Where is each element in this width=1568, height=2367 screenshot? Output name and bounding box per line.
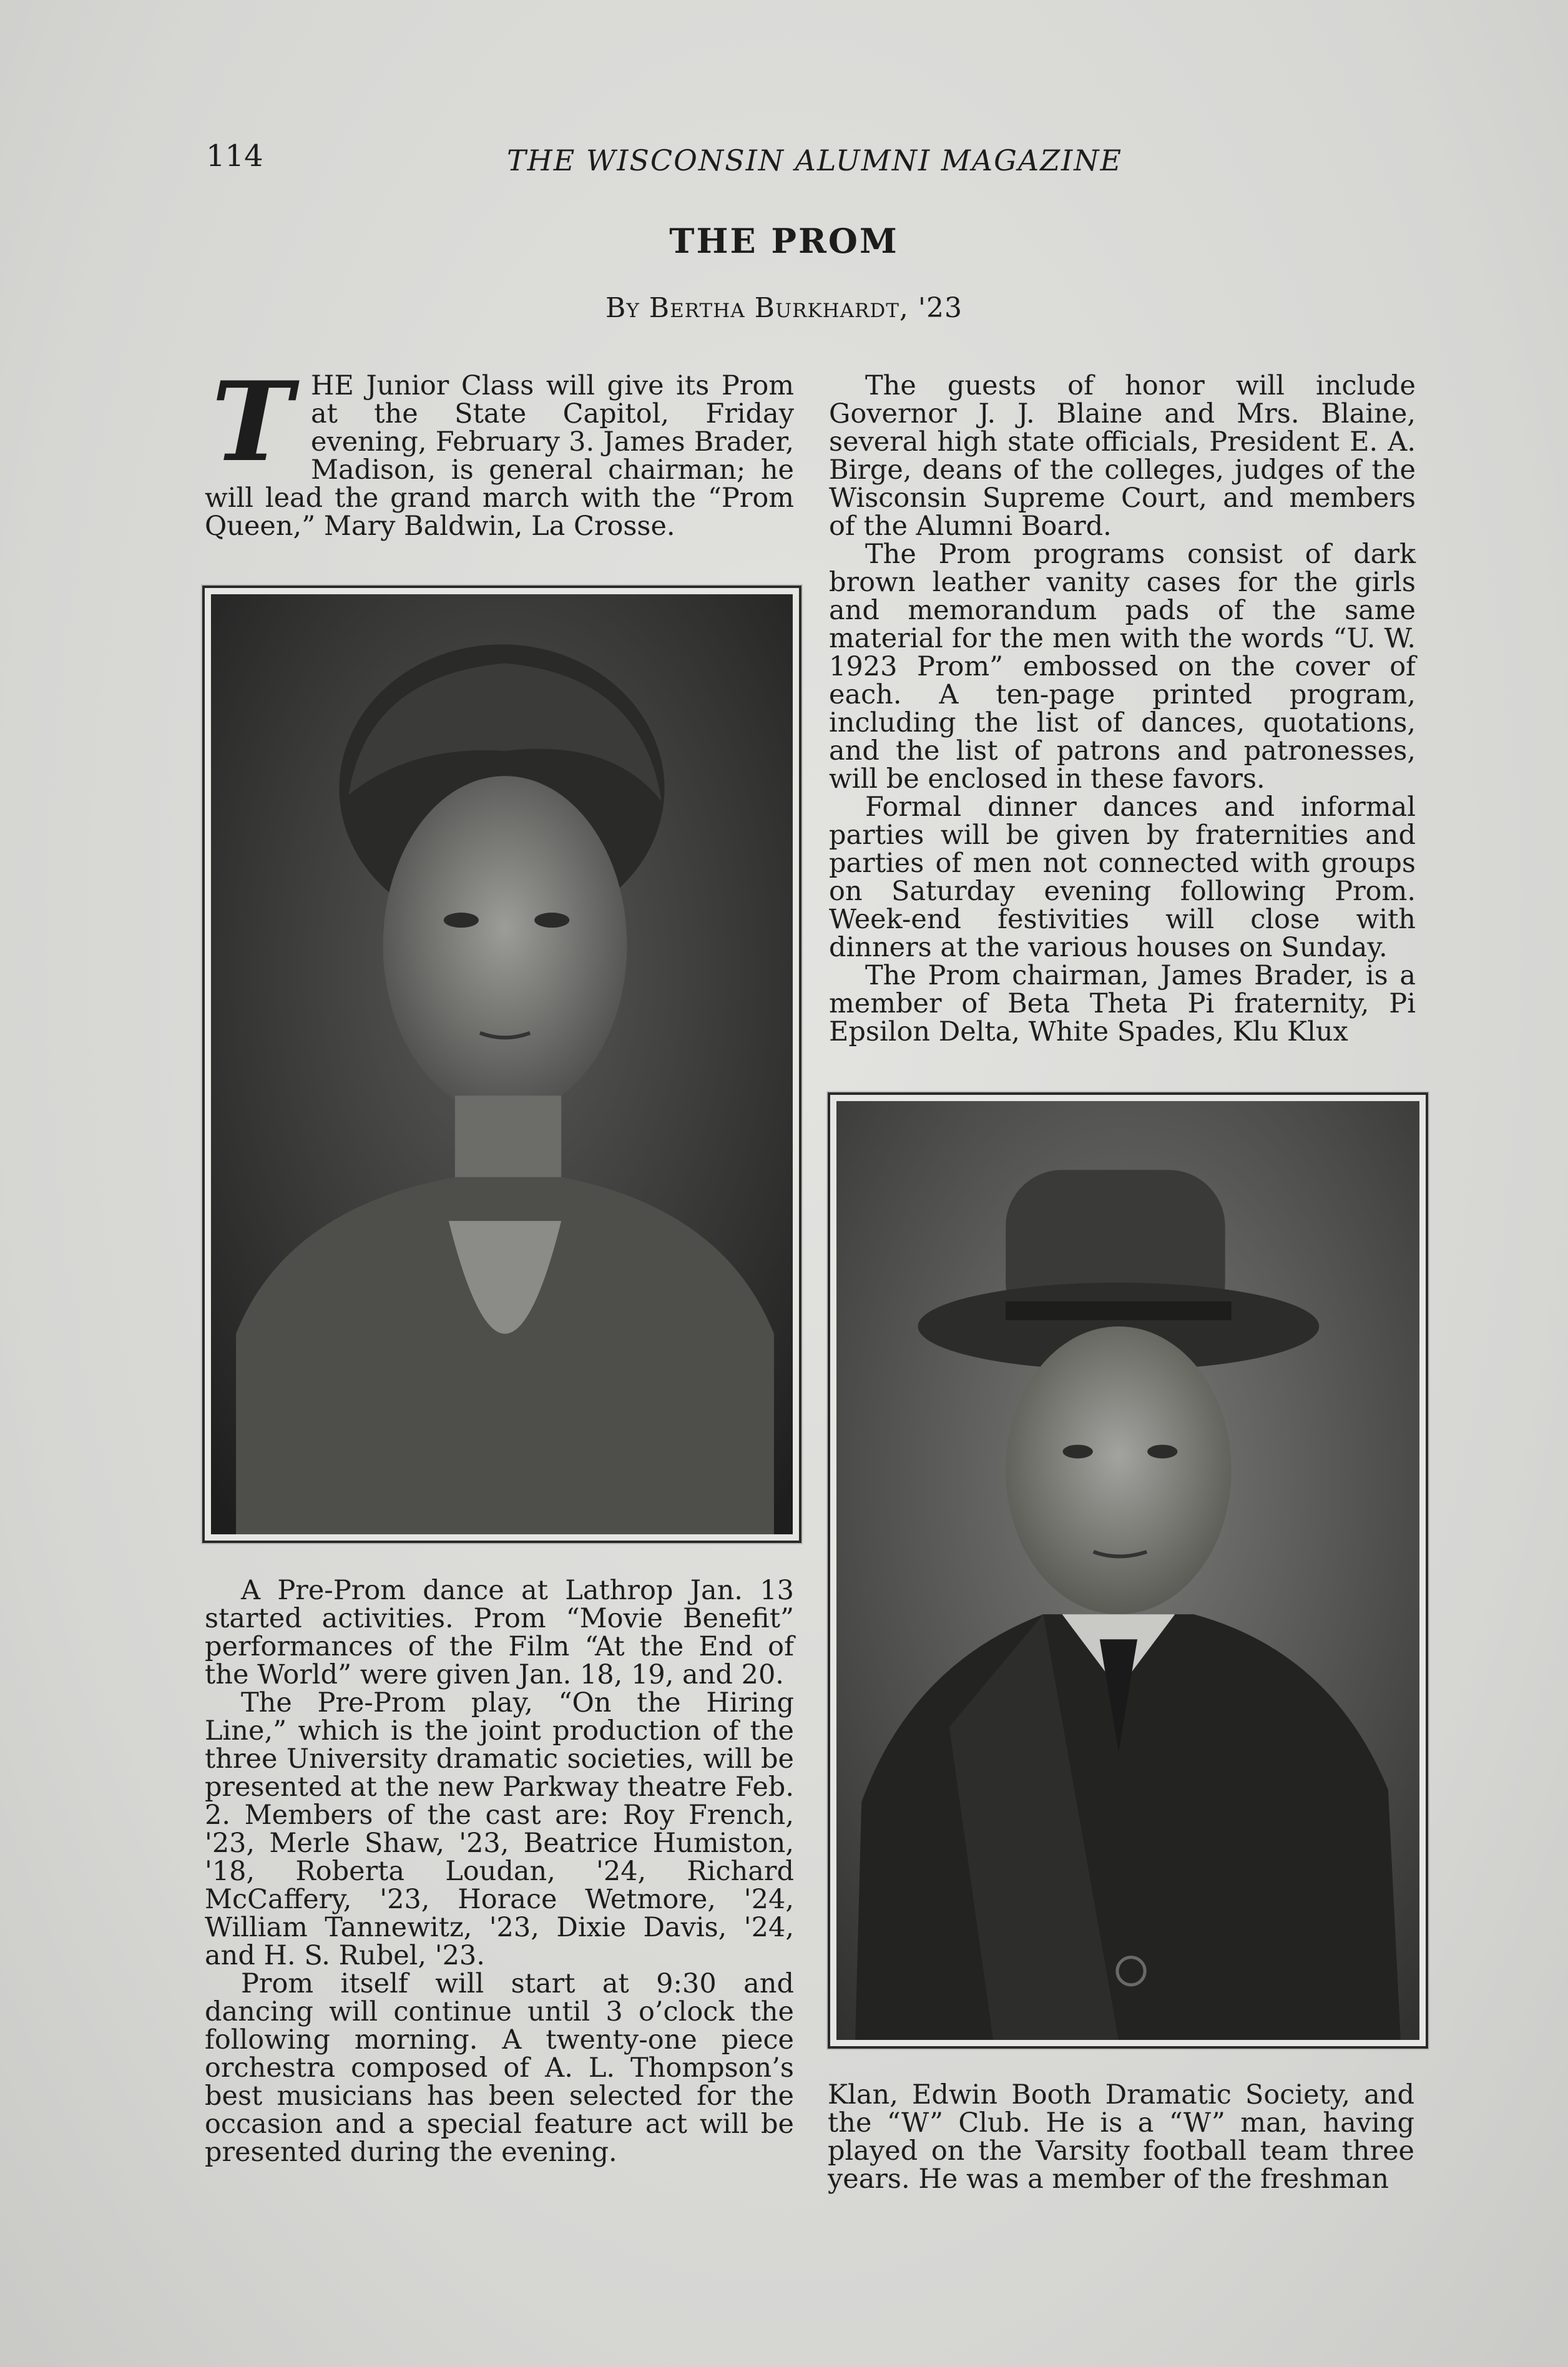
portrait-man-image xyxy=(836,1101,1419,2040)
portrait-photo-queen xyxy=(202,586,801,1543)
left-column-bottom xyxy=(205,1577,794,2167)
pre-prom-paragraph: A Pre-Prom dance at Lathrop Jan. 13 started activities. Prom “Movie Benefit” performances of the Film “At the End of the World” were given Jan. 18, 19, and 20. xyxy=(205,1575,794,1690)
programs-paragraph: The Prom programs consist of dark brown leather vanity cases for the girls and memorandum pads of the same material for the men with the words “U. W. 1923 Prom” embossed on the cover of each. A ten-page printed program, including the list of dances, quotations, and the list of patrons and patronesses, will be enclosed in these favors. xyxy=(829,539,1416,795)
prom-itself-paragraph: Prom itself will start at 9:30 and dancing will continue until 3 o’clock the following morning. A twenty-one piece orchestra composed of A. L. Thompson’s best musicians has been selected for the occasion and a special feature act will be presented during the evening. xyxy=(205,1968,794,2168)
intro-paragraph xyxy=(205,358,794,542)
right-column-bottom xyxy=(828,2081,1414,2193)
page-number: 114 xyxy=(206,139,263,174)
intro-text: HE Junior Class will give its Prom at the State Capitol, Friday evening, February 3. James Brader, Madison, is general chairman; he will lead the grand march with the “Prom Queen,” Mary Baldwin, La Crosse. xyxy=(205,370,794,542)
right-column-top xyxy=(829,372,1416,1046)
chairman-paragraph: The Prom chairman, James Brader, is a member of Beta Theta Pi fraternity, Pi Epsilon Delta, White Spades, Klu Klux xyxy=(829,960,1416,1047)
play-paragraph: The Pre-Prom play, “On the Hiring Line,” which is the joint production of the three University dramatic societies, will be presented at the new Parkway theatre Feb. 2. Members of the cast are: Roy French, '23, Merle Shaw, '23, Beatrice Humiston, '18, Roberta Loudan, '24, Richard McCaffery, '23, Horace Wetmore, '24, William Tannewitz, '23, Dixie Davis, '24, and H. S. Rubel, '23. xyxy=(205,1687,794,1971)
portrait-woman-image xyxy=(211,594,793,1534)
left-column-top xyxy=(205,358,794,542)
chairman-continued-paragraph: Klan, Edwin Booth Dramatic Society, and the “W” Club. He is a “W” man, having played on the Varsity football team three years. He was a member of the freshman xyxy=(828,2079,1414,2195)
article-byline: By Bertha Burkhardt, '23 xyxy=(605,292,963,324)
guests-paragraph: The guests of honor will include Governor J. J. Blaine and Mrs. Blaine, several high state officials, President E. A. Birge, deans of the colleges, judges of the Wisconsin Supreme Court, and members of the Alumni Board. xyxy=(829,370,1416,542)
portrait-photo-chairman xyxy=(828,1092,1428,2049)
drop-cap: T xyxy=(211,358,293,486)
running-head: THE WISCONSIN ALUMNI MAGAZINE xyxy=(506,144,1123,177)
dinner-dances-paragraph: Formal dinner dances and informal parties will be given by fraternities and parties of men not connected with groups on Saturday evening following Prom. Week-end festivities will close with dinners at the various houses on Sunday. xyxy=(829,791,1416,963)
article-title: THE PROM xyxy=(669,221,899,261)
